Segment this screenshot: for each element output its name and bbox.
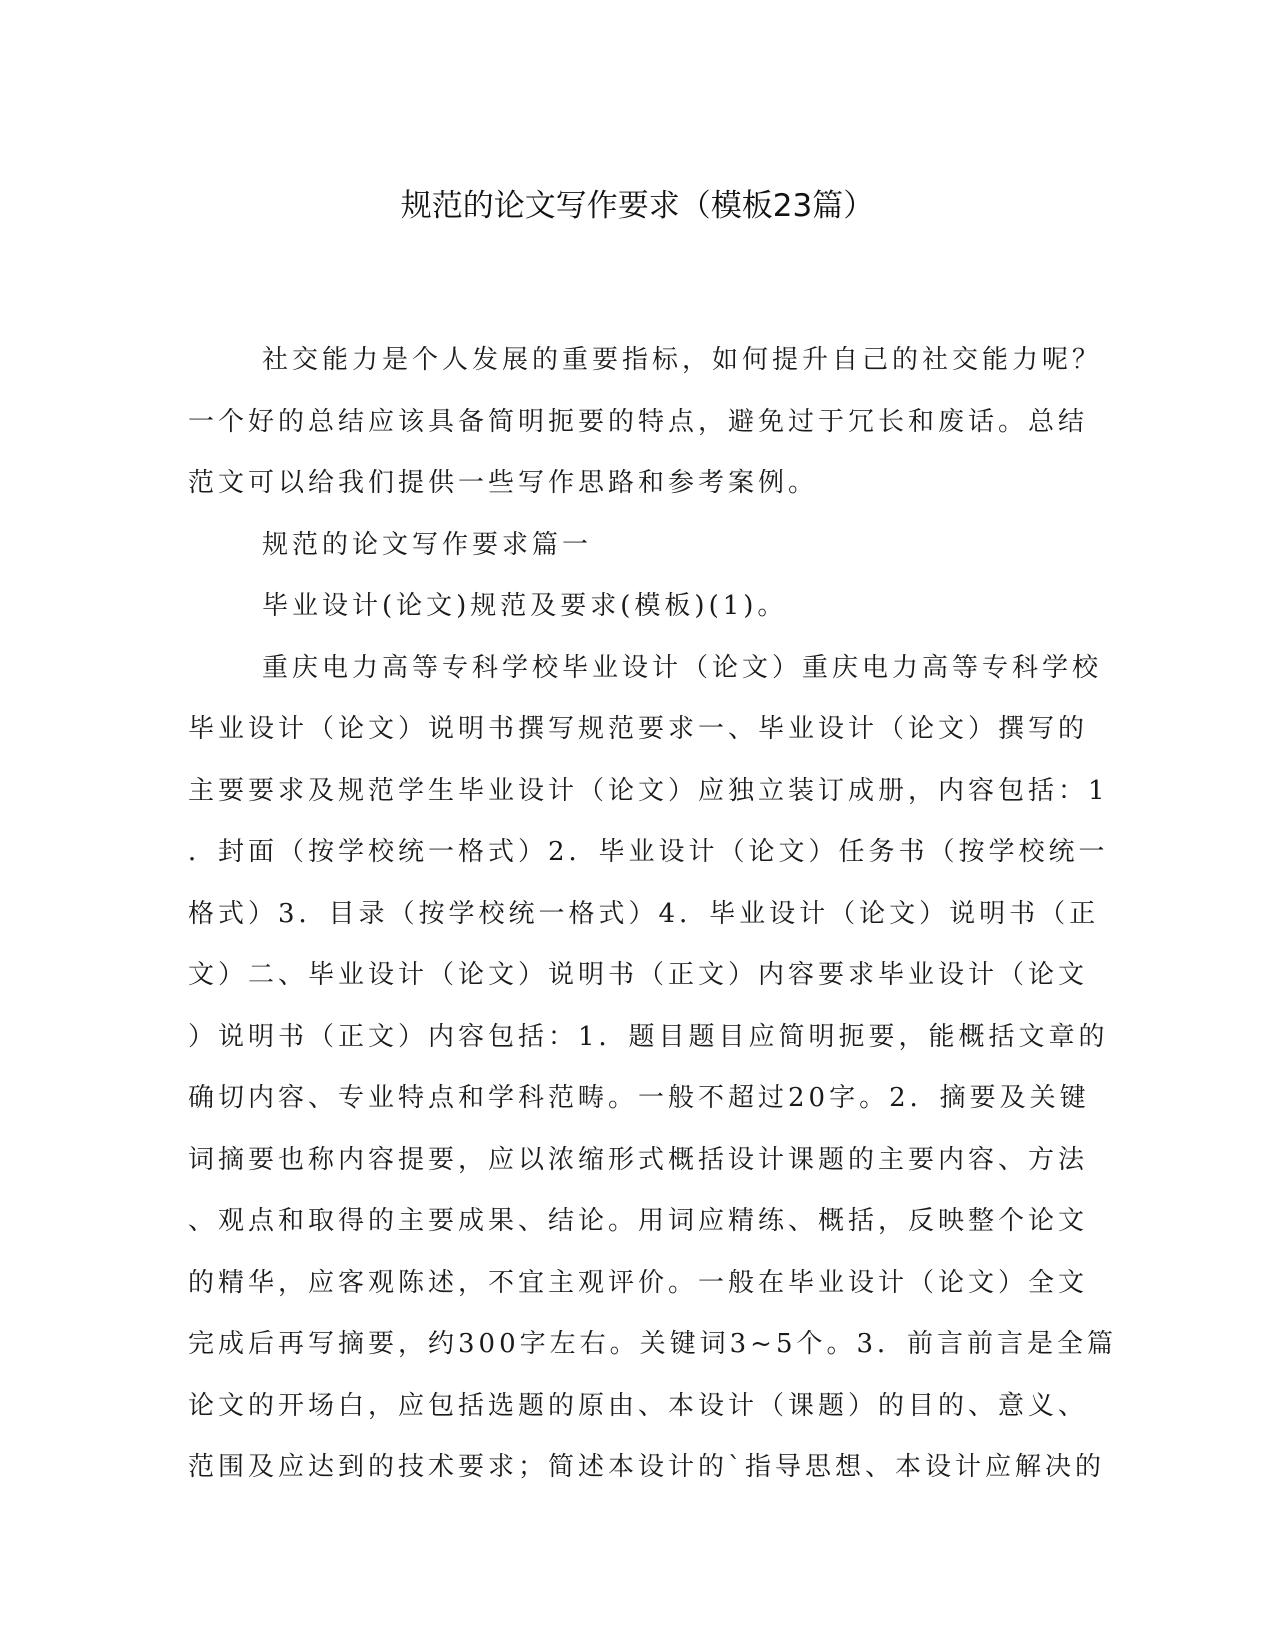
paragraph-line: 、观点和取得的主要成果、结论。用词应精练、概括，反映整个论文 [188,1206,1089,1236]
paragraph-line: 词摘要也称内容提要，应以浓缩形式概括设计课题的主要内容、方法 [188,1144,1089,1175]
document-title: 规范的论文写作要求（模板23篇） [400,188,875,224]
paragraph-line: 确切内容、专业特点和学科范畴。一般不超过20字。2．摘要及关键 [188,1083,1090,1113]
paragraph-line: 完成后再写摘要，约300字左右。关键词3~5个。3．前言前言是全篇 [188,1329,1118,1359]
paragraph-line: 主要要求及规范学生毕业设计（论文）应独立装订成册，内容包括：1 [188,775,1109,806]
paragraph-line: 毕业设计(论文)规范及要求(模板)(1)。 [262,591,788,621]
paragraph-line: 文）二、毕业设计（论文）说明书（正文）内容要求毕业设计（论文 [188,960,1089,990]
paragraph-line: 毕业设计（论文）说明书撰写规范要求一、毕业设计（论文）撰写的 [188,714,1089,744]
paragraph-line: 的精华，应客观陈述，不宜主观评价。一般在毕业设计（论文）全文 [188,1267,1089,1298]
paragraph-line: 重庆电力高等专科学校毕业设计（论文）重庆电力高等专科学校 [262,652,1103,683]
document-body [188,330,1118,1499]
paragraph-line: ．封面（按学校统一格式）2．毕业设计（论文）任务书（按学校统一 [188,837,1109,867]
section-heading: 规范的论文写作要求篇一 [262,529,593,560]
paragraph-line: 论文的开场白，应包括选题的原由、本设计（课题）的目的、意义、 [188,1390,1089,1421]
paragraph-line: 范围及应达到的技术要求；简述本设计的`指导思想、本设计应解决的 [188,1452,1106,1482]
paragraph-line: 范文可以给我们提供一些写作思路和参考案例。 [188,468,819,498]
paragraph-line: ）说明书（正文）内容包括：1．题目题目应简明扼要，能概括文章的 [188,1021,1109,1052]
paragraph-line: 社交能力是个人发展的重要指标，如何提升自己的社交能力呢？ [262,345,1103,375]
paragraph-line: 一个好的总结应该具备简明扼要的特点，避免过于冗长和废话。总结 [188,406,1089,437]
paragraph-line: 格式）3．目录（按学校统一格式）4．毕业设计（论文）说明书（正 [188,898,1100,929]
